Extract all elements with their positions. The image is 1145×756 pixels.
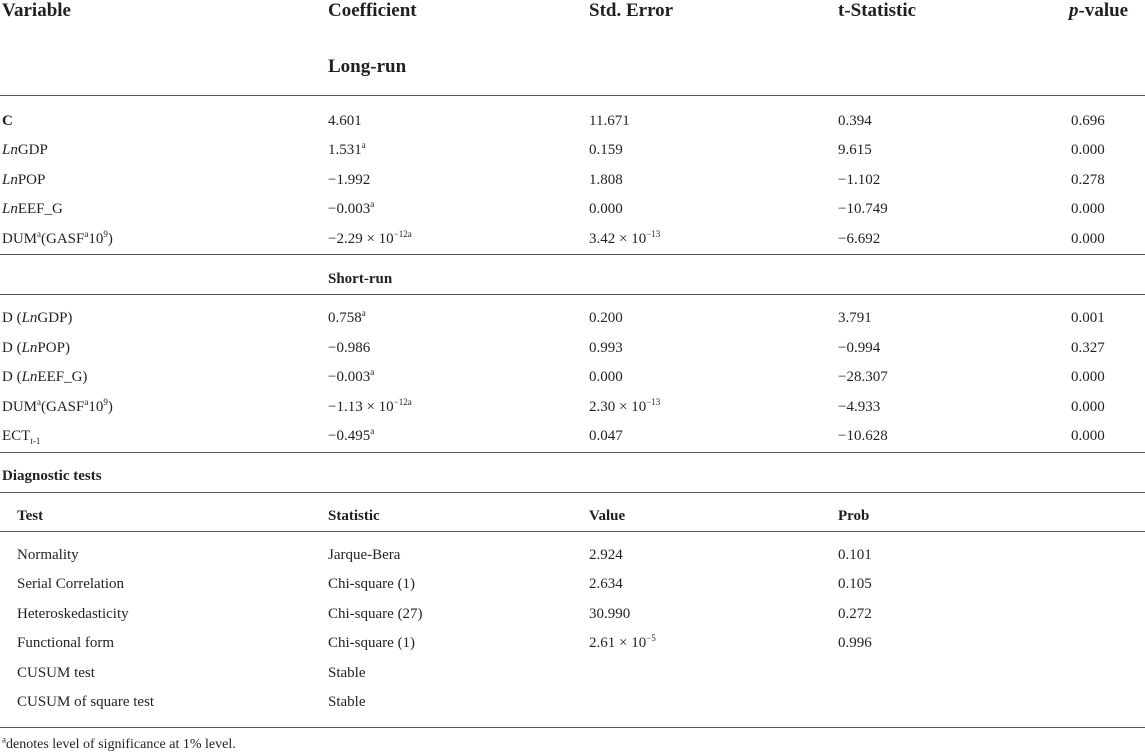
cell-t-statistic: 0.394	[838, 113, 872, 129]
cell-value: 2.924	[589, 547, 623, 563]
cell-t-statistic: −6.692	[838, 231, 881, 247]
cell-statistic: Stable	[328, 694, 366, 710]
cell-p-value: 0.327	[1071, 340, 1105, 356]
cell-std-error: 0.159	[589, 142, 623, 158]
cell-p-value: 0.278	[1071, 172, 1105, 188]
cell-std-error: 0.000	[589, 201, 623, 217]
cell-test: CUSUM of square test	[17, 694, 155, 710]
cell-variable: $DUM^a(GASF^a10^9)$	[2, 397, 113, 415]
cell-value: $2.61 \times 10^{-5}$	[589, 633, 656, 651]
cell-std-error: 1.808	[589, 172, 623, 188]
header-t-statistic: t-Statistic	[838, 0, 917, 21]
cell-value: 2.634	[589, 576, 623, 592]
cell-coefficient: 1.531$^a$	[328, 140, 366, 158]
divider	[0, 254, 1145, 255]
cell-p-value: 0.000	[1071, 201, 1105, 217]
divider	[0, 452, 1145, 453]
cell-coefficient: −0.986	[328, 340, 371, 356]
header-variable: Variable	[2, 0, 71, 21]
cell-t-statistic: −10.628	[838, 428, 888, 444]
table-footnote: $^a$denotes level of significance at 1% level.	[2, 734, 236, 752]
cell-variable: LnGDP	[2, 142, 48, 158]
cell-coefficient: −0.003$^a$	[328, 367, 375, 385]
cell-prob: 0.996	[838, 635, 872, 651]
cell-test: Heteroskedasticity	[17, 606, 129, 622]
cell-coefficient: −0.495$^a$	[328, 426, 375, 444]
cell-test: Serial Correlation	[17, 576, 125, 592]
cell-t-statistic: −4.933	[838, 399, 881, 415]
cell-std-error: 0.047	[589, 428, 623, 444]
cell-variable: $ECT_{t-1}$	[2, 428, 41, 446]
cell-t-statistic: −0.994	[838, 340, 881, 356]
cell-value: 30.990	[589, 606, 631, 622]
cell-variable: LnPOP	[2, 172, 46, 188]
cell-coefficient: $-2.29 \times 10^{-12a}$	[328, 229, 412, 247]
cell-std-error: $2.30 \times 10^{-13}$	[589, 397, 661, 415]
diag-header-value: Value	[589, 508, 626, 524]
cell-p-value: 0.000	[1071, 142, 1105, 158]
cell-test: CUSUM test	[17, 665, 95, 681]
cell-coefficient: −1.992	[328, 172, 371, 188]
cell-statistic: Jarque-Bera	[328, 547, 401, 563]
cell-test: Functional form	[17, 635, 115, 651]
divider	[0, 492, 1145, 493]
diag-header-test: Test	[17, 508, 44, 524]
cell-variable: LnEEF_G	[2, 201, 63, 217]
header-p-value: p-value	[1069, 0, 1129, 21]
diag-header-statistic: Statistic	[328, 508, 380, 524]
cell-coefficient: 0.758$^a$	[328, 308, 366, 326]
cell-t-statistic: −10.749	[838, 201, 888, 217]
cell-statistic: Chi-square (27)	[328, 606, 423, 622]
cell-test: Normality	[17, 547, 79, 563]
cell-p-value: 0.000	[1071, 428, 1105, 444]
cell-t-statistic: 9.615	[838, 142, 872, 158]
cell-p-value: 0.000	[1071, 369, 1105, 385]
cell-p-value: 0.000	[1071, 231, 1105, 247]
divider	[0, 95, 1145, 96]
cell-variable: D (LnGDP)	[2, 310, 73, 326]
cell-t-statistic: −1.102	[838, 172, 881, 188]
cell-prob: 0.101	[838, 547, 872, 563]
cell-statistic: Chi-square (1)	[328, 635, 416, 651]
header-coefficient: Coefficient	[328, 0, 417, 21]
cell-coefficient: 4.601	[328, 113, 362, 129]
header-std-error: Std. Error	[589, 0, 674, 21]
cell-statistic: Stable	[328, 665, 366, 681]
cell-t-statistic: −28.307	[838, 369, 888, 385]
cell-variable: D (LnEEF_G)	[2, 369, 88, 385]
cell-statistic: Chi-square (1)	[328, 576, 416, 592]
section-diagnostic-tests: Diagnostic tests	[2, 468, 102, 484]
diag-header-prob: Prob	[838, 508, 870, 524]
divider	[0, 294, 1145, 295]
cell-coefficient: −0.003$^a$	[328, 199, 375, 217]
divider	[0, 531, 1145, 532]
cell-variable: D (LnPOP)	[2, 340, 70, 356]
cell-variable: C	[2, 113, 13, 129]
cell-t-statistic: 3.791	[838, 310, 872, 326]
cell-coefficient: $-1.13 \times 10^{-12a}$	[328, 397, 412, 415]
cell-p-value: 0.000	[1071, 399, 1105, 415]
divider	[0, 727, 1145, 728]
cell-std-error: 0.993	[589, 340, 623, 356]
section-long-run: Long-run	[328, 56, 407, 77]
cell-std-error: 0.200	[589, 310, 623, 326]
cell-prob: 0.105	[838, 576, 872, 592]
cell-std-error: 0.000	[589, 369, 623, 385]
cell-p-value: 0.001	[1071, 310, 1105, 326]
section-short-run: Short-run	[328, 271, 393, 287]
cell-variable: $DUM^a(GASF^a10^9)$	[2, 229, 113, 247]
cell-prob: 0.272	[838, 606, 872, 622]
cell-p-value: 0.696	[1071, 113, 1105, 129]
cell-std-error: $3.42 \times 10^{-13}$	[589, 229, 661, 247]
cell-std-error: 11.671	[589, 113, 630, 129]
